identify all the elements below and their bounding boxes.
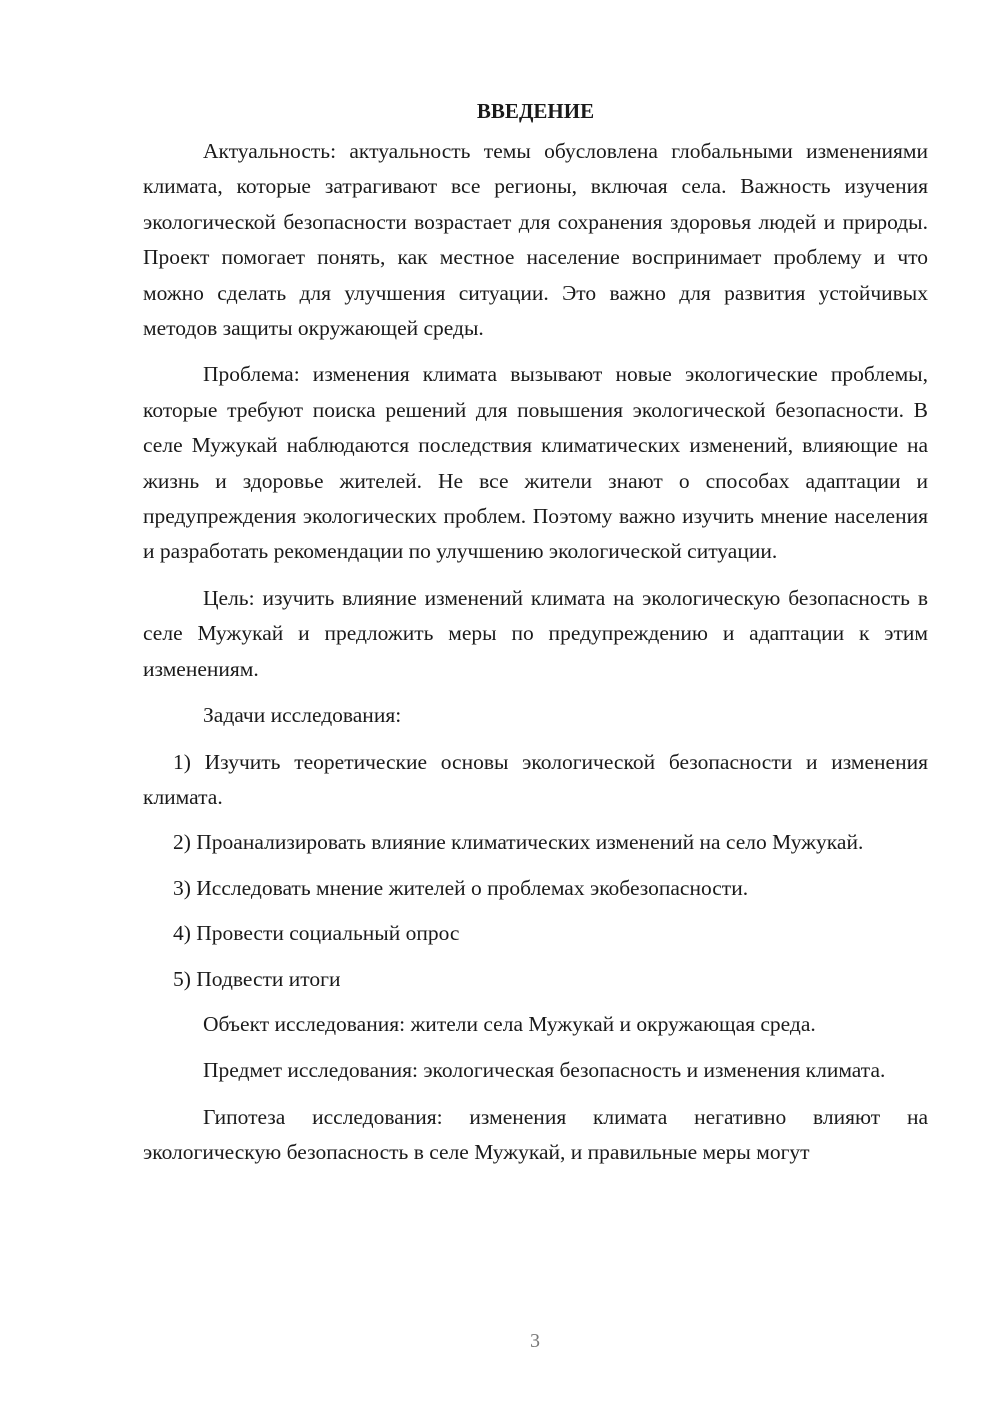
page-number: 3 <box>530 1330 540 1352</box>
task-item-5: 5) Подвести итоги <box>173 966 341 991</box>
paragraph-relevance: Актуальность: актуальность темы обусловлена глобальными изменениями климата, которые затрагивают все регионы, включая села. Важность изучения экологической безопасности возрастает для сохранения здоровья людей и природы. Проект помогает понять, как местное население воспринимает проблему и что можно сделать для улучшения ситуации. Это важно для развития устойчивых методов защиты окружающей среды. <box>143 139 928 341</box>
paragraph-hypothesis: Гипотеза исследования: изменения климата негативно влияют на экологическую безопасность в селе Мужукай, и правильные меры могут <box>143 1104 928 1165</box>
paragraph-problem: Проблема: изменения климата вызывают новые экологические проблемы, которые требуют поиска решений для повышения экологической безопасности. В селе Мужукай наблюдаются последствия климатических изменений, влияющие на жизнь и здоровье жителей. Не все жители знают о способах адаптации и предупреждения экологических проблем. Поэтому важно изучить мнение населения и разработать рекомендации по улучшению экологической ситуации. <box>143 362 928 564</box>
task-item-4: 4) Провести социальный опрос <box>173 921 460 946</box>
paragraph-goal: Цель: изучить влияние изменений климата на экологическую безопасность в селе Мужукай и предложить меры по предупреждению и адаптации к этим изменениям. <box>143 585 928 681</box>
document-body <box>143 96 928 1182</box>
tasks-heading: Задачи исследования: <box>203 703 402 728</box>
task-item-3: 3) Исследовать мнение жителей о проблемах экобезопасности. <box>173 875 749 900</box>
task-item-2: 2) Проанализировать влияние климатических изменений на село Мужукай. <box>173 830 864 855</box>
section-title: ВВЕДЕНИЕ <box>476 99 595 123</box>
paragraph-subject: Предмет исследования: экологическая безопасность и изменения климата. <box>203 1058 886 1083</box>
task-item-1: 1) Изучить теоретические основы экологической безопасности и изменения климата. <box>143 749 928 809</box>
paragraph-object: Объект исследования: жители села Мужукай и окружающая среда. <box>203 1011 816 1036</box>
